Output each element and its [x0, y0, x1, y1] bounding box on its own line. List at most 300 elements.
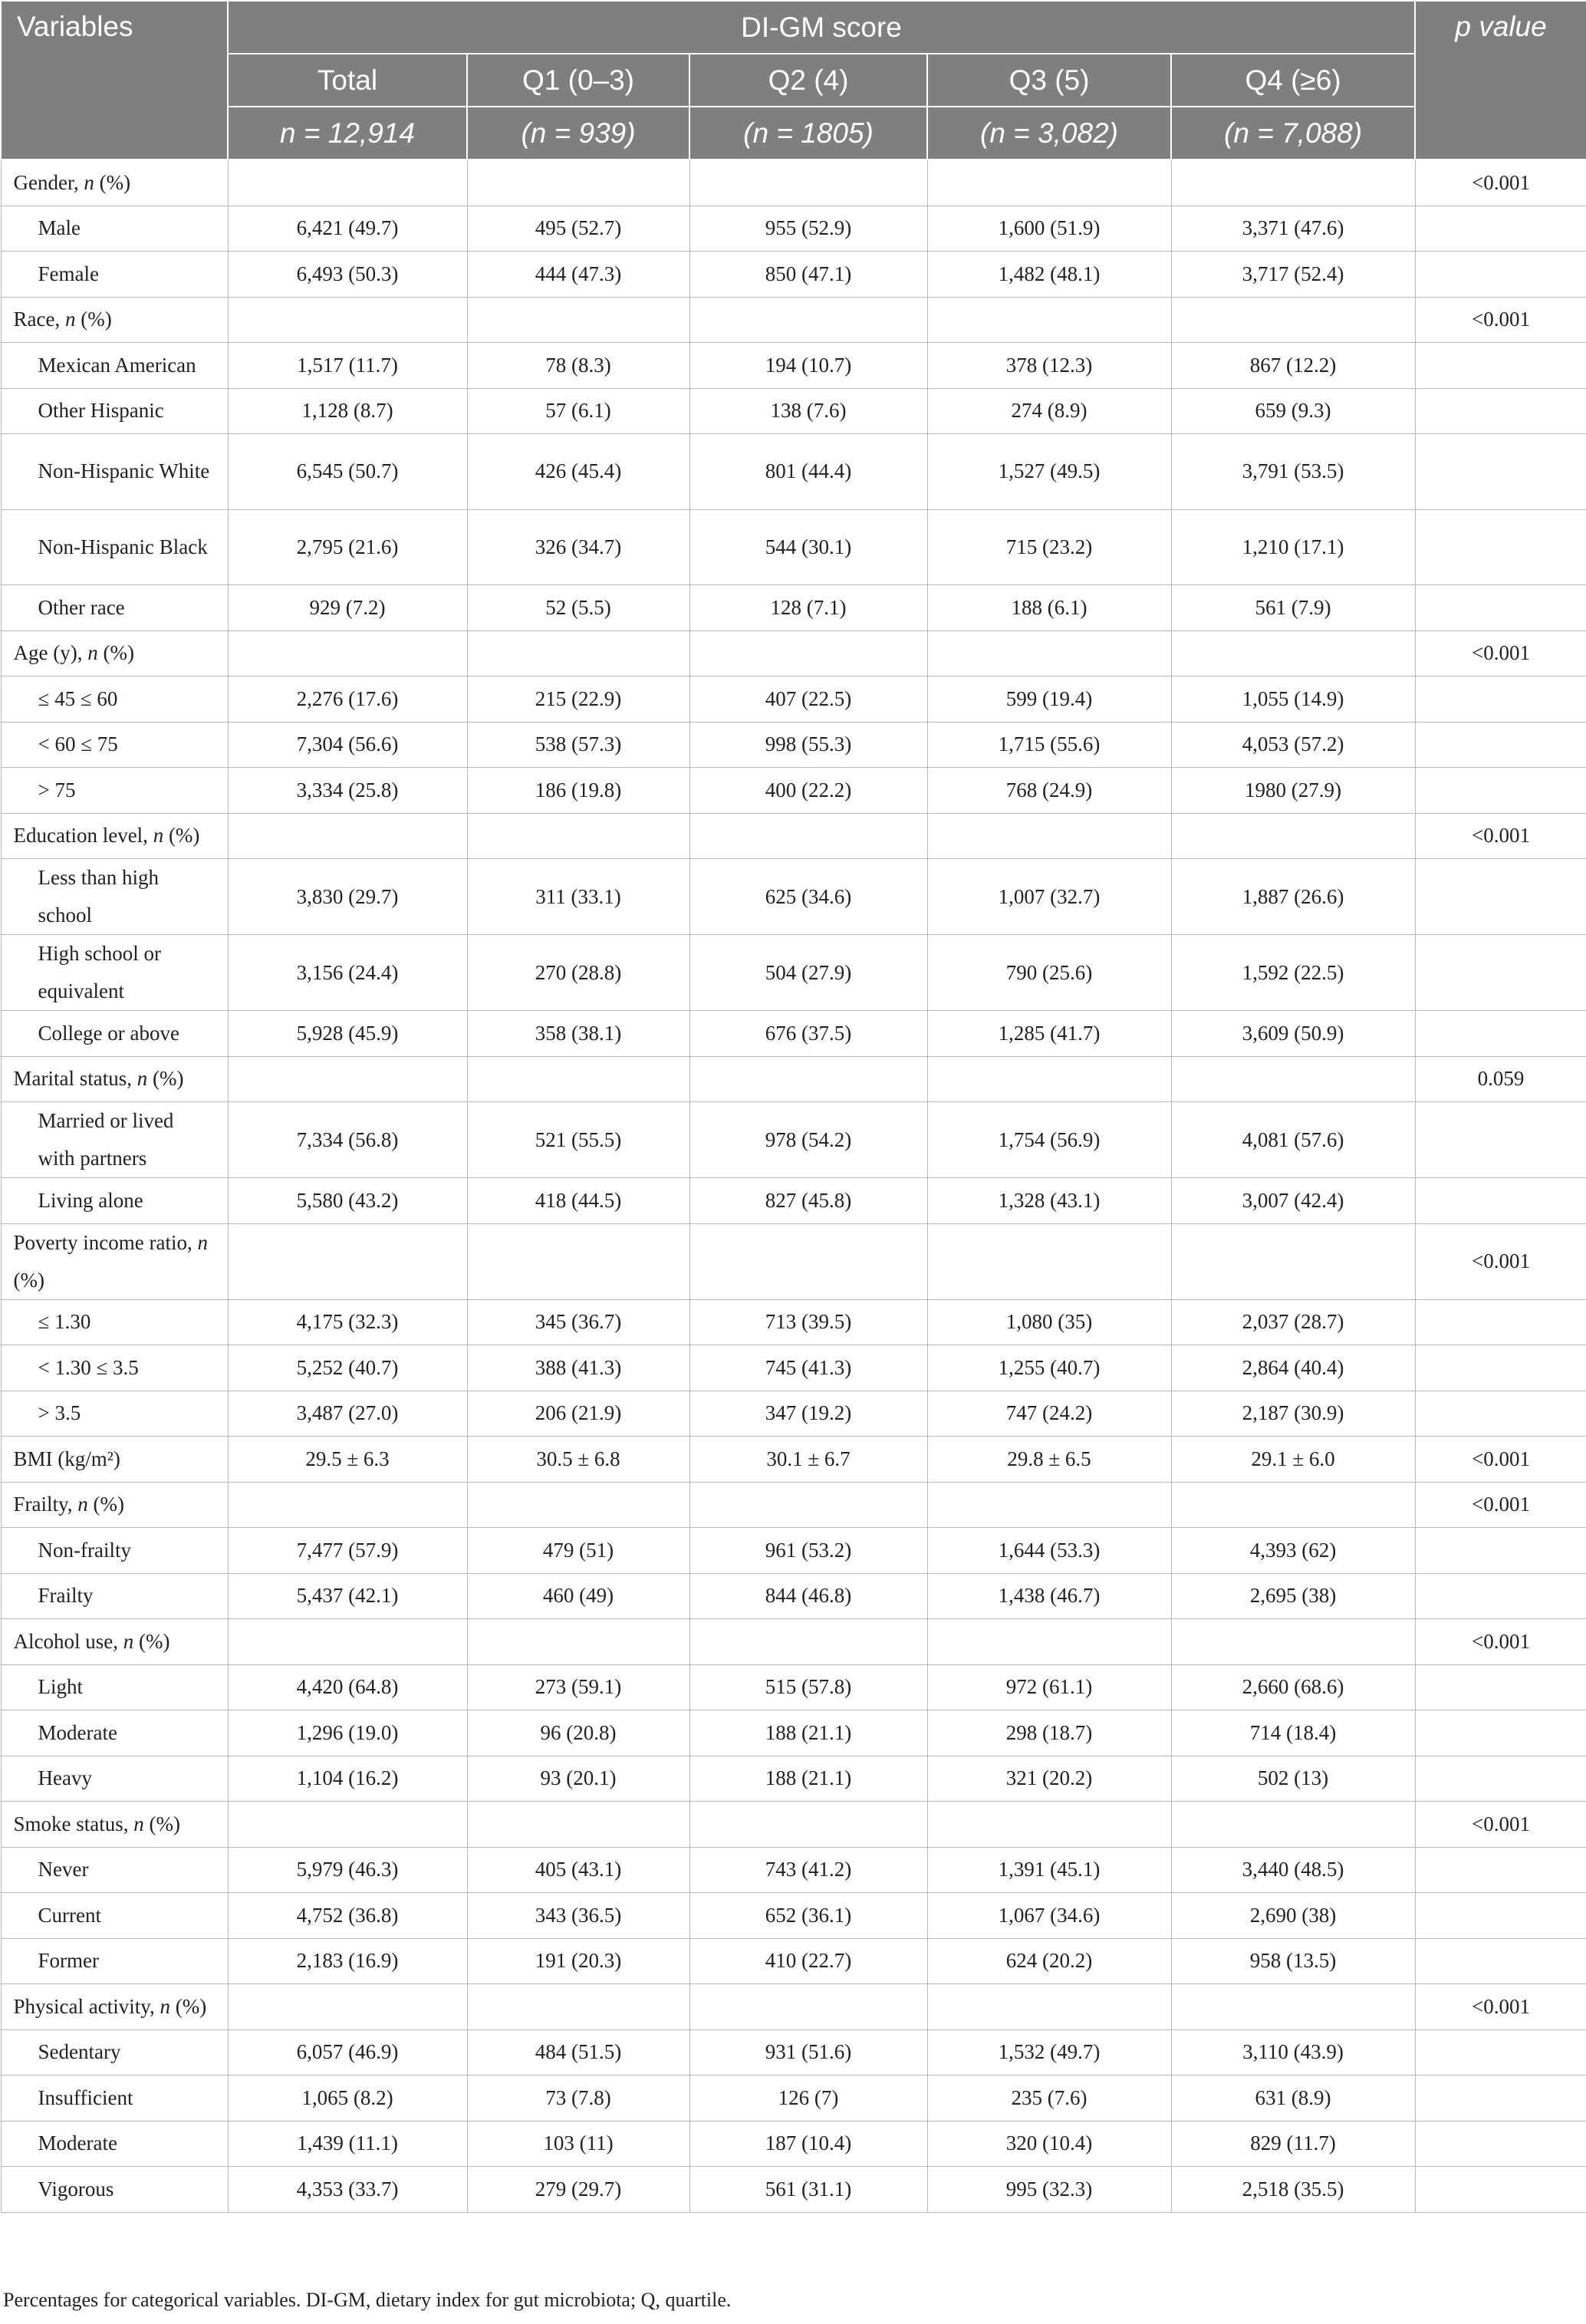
row-label: Moderate	[1, 1710, 228, 1756]
cell-q1: 495 (52.7)	[467, 206, 689, 252]
table-row	[1, 1893, 1586, 1939]
table-row	[1, 2121, 1586, 2167]
cell-q2: 407 (22.5)	[689, 676, 927, 723]
cell-q1	[467, 1056, 689, 1102]
table-row	[1, 1528, 1586, 1574]
count-q4: (n = 7,088)	[1171, 107, 1415, 160]
cell-p-value	[1415, 2167, 1586, 2213]
cell-q4: 3,110 (43.9)	[1171, 2029, 1415, 2075]
col-header-total: Total	[228, 54, 467, 107]
cell-p-value	[1415, 1178, 1586, 1224]
cell-q1: 405 (43.1)	[467, 1847, 689, 1893]
cell-q4: 2,864 (40.4)	[1171, 1345, 1415, 1391]
col-header-q1: Q1 (0–3)	[467, 54, 689, 107]
row-label: Alcohol use, n (%)	[1, 1619, 228, 1665]
cell-q2: 743 (41.2)	[689, 1847, 927, 1893]
cell-q1	[467, 297, 689, 343]
table-row	[1, 1345, 1586, 1391]
cell-q1	[467, 160, 689, 206]
cell-q1: 52 (5.5)	[467, 585, 689, 631]
cell-q3: 1,482 (48.1)	[927, 252, 1171, 298]
cell-q2: 850 (47.1)	[689, 252, 927, 298]
cell-q2	[689, 1056, 927, 1102]
cell-q4: 829 (11.7)	[1171, 2121, 1415, 2167]
cell-q2: 188 (21.1)	[689, 1710, 927, 1756]
cell-p-value	[1415, 1893, 1586, 1939]
cell-p-value: <0.001	[1415, 1984, 1586, 2030]
table-row	[1, 1011, 1586, 1057]
cell-total: 5,437 (42.1)	[228, 1573, 467, 1619]
cell-q4: 3,007 (42.4)	[1171, 1178, 1415, 1224]
row-label: > 75	[1, 768, 228, 814]
cell-q4	[1171, 1223, 1415, 1299]
cell-q3: 1,527 (49.5)	[927, 434, 1171, 510]
table-row	[1, 1710, 1586, 1756]
cell-q2	[689, 1619, 927, 1665]
row-label: Mexican American	[1, 343, 228, 389]
cell-p-value	[1415, 1345, 1586, 1391]
cell-q2: 978 (54.2)	[689, 1102, 927, 1178]
row-label: BMI (kg/m²)	[1, 1437, 228, 1483]
cell-q1: 345 (36.7)	[467, 1299, 689, 1345]
cell-q3	[927, 297, 1171, 343]
group-row	[1, 297, 1586, 343]
row-label: ≤ 45 ≤ 60	[1, 676, 228, 723]
cell-q4	[1171, 1619, 1415, 1665]
table-row	[1, 206, 1586, 252]
cell-p-value	[1415, 1710, 1586, 1756]
cell-total: 3,334 (25.8)	[228, 768, 467, 814]
table-row	[1, 1847, 1586, 1893]
group-row	[1, 1056, 1586, 1102]
cell-q2: 544 (30.1)	[689, 509, 927, 585]
cell-total	[228, 1482, 467, 1528]
cell-q2: 400 (22.2)	[689, 768, 927, 814]
cell-q2: 713 (39.5)	[689, 1299, 927, 1345]
cell-q4: 1980 (27.9)	[1171, 768, 1415, 814]
cell-q1	[467, 1223, 689, 1299]
cell-q1: 484 (51.5)	[467, 2029, 689, 2075]
cell-q1: 96 (20.8)	[467, 1710, 689, 1756]
row-label: Frailty	[1, 1573, 228, 1619]
group-row	[1, 813, 1586, 859]
cell-p-value	[1415, 509, 1586, 585]
table-row	[1, 2029, 1586, 2075]
row-label: Other Hispanic	[1, 388, 228, 434]
cell-total: 4,420 (64.8)	[228, 1664, 467, 1710]
cell-total: 1,439 (11.1)	[228, 2121, 467, 2167]
cell-q4	[1171, 160, 1415, 206]
cell-q4: 2,690 (38)	[1171, 1893, 1415, 1939]
cell-q1: 30.5 ± 6.8	[467, 1437, 689, 1483]
row-label: Insufficient	[1, 2075, 228, 2122]
cell-q4: 4,393 (62)	[1171, 1528, 1415, 1574]
cell-p-value	[1415, 1011, 1586, 1057]
row-label: Less than high school	[1, 859, 228, 935]
row-label: Heavy	[1, 1756, 228, 1802]
row-label: Married or lived with partners	[1, 1102, 228, 1178]
cell-q3: 1,391 (45.1)	[927, 1847, 1171, 1893]
table-body	[1, 160, 1586, 2212]
row-label: College or above	[1, 1011, 228, 1057]
row-label: Gender, n (%)	[1, 160, 228, 206]
cell-q1: 273 (59.1)	[467, 1664, 689, 1710]
cell-p-value	[1415, 252, 1586, 298]
table-row	[1, 1573, 1586, 1619]
table-row	[1, 585, 1586, 631]
cell-q3: 747 (24.2)	[927, 1391, 1171, 1437]
di-gm-score-header: DI-GM score	[228, 1, 1415, 54]
row-label: Non-frailty	[1, 1528, 228, 1574]
cell-q1: 186 (19.8)	[467, 768, 689, 814]
cell-total: 3,830 (29.7)	[228, 859, 467, 935]
cell-q3: 1,080 (35)	[927, 1299, 1171, 1345]
cell-q1: 479 (51)	[467, 1528, 689, 1574]
cell-q3	[927, 160, 1171, 206]
table-row	[1, 859, 1586, 935]
cell-q2: 625 (34.6)	[689, 859, 927, 935]
cell-q2	[689, 1984, 927, 2030]
cell-q1: 538 (57.3)	[467, 722, 689, 768]
cell-q1: 426 (45.4)	[467, 434, 689, 510]
cell-total: 6,545 (50.7)	[228, 434, 467, 510]
row-label: < 1.30 ≤ 3.5	[1, 1345, 228, 1391]
col-header-q4: Q4 (≥6)	[1171, 54, 1415, 107]
table-row	[1, 1178, 1586, 1224]
cell-p-value	[1415, 1847, 1586, 1893]
cell-q3: 624 (20.2)	[927, 1938, 1171, 1984]
cell-q1: 57 (6.1)	[467, 388, 689, 434]
cell-total: 929 (7.2)	[228, 585, 467, 631]
table-footnote: Percentages for categorical variables. DI-GM, dietary index for gut microbiota; Q, quartile.	[3, 2289, 732, 2311]
cell-p-value: <0.001	[1415, 813, 1586, 859]
row-label: Marital status, n (%)	[1, 1056, 228, 1102]
cell-p-value	[1415, 935, 1586, 1011]
cell-q4: 1,592 (22.5)	[1171, 935, 1415, 1011]
cell-total	[228, 1223, 467, 1299]
cell-q1: 103 (11)	[467, 2121, 689, 2167]
cell-q3	[927, 1619, 1171, 1665]
cell-total: 29.5 ± 6.3	[228, 1437, 467, 1483]
cell-q2: 188 (21.1)	[689, 1756, 927, 1802]
count-q2: (n = 1805)	[689, 107, 927, 160]
cell-q4: 631 (8.9)	[1171, 2075, 1415, 2122]
cell-q3: 235 (7.6)	[927, 2075, 1171, 2122]
cell-q2	[689, 813, 927, 859]
table-row	[1, 722, 1586, 768]
cell-q4: 3,440 (48.5)	[1171, 1847, 1415, 1893]
cell-p-value: <0.001	[1415, 1223, 1586, 1299]
cell-q3	[927, 813, 1171, 859]
cell-q3: 1,600 (51.9)	[927, 206, 1171, 252]
cell-p-value	[1415, 859, 1586, 935]
cell-total	[228, 630, 467, 676]
cell-q1: 279 (29.7)	[467, 2167, 689, 2213]
group-row	[1, 1619, 1586, 1665]
group-row	[1, 1223, 1586, 1299]
cell-p-value	[1415, 206, 1586, 252]
cell-q3: 972 (61.1)	[927, 1664, 1171, 1710]
cell-q3: 1,007 (32.7)	[927, 859, 1171, 935]
cell-p-value	[1415, 2075, 1586, 2122]
count-total: n = 12,914	[228, 107, 467, 160]
cell-q3: 29.8 ± 6.5	[927, 1437, 1171, 1483]
cell-q3: 715 (23.2)	[927, 509, 1171, 585]
cell-q3	[927, 1482, 1171, 1528]
cell-q3: 1,438 (46.7)	[927, 1573, 1171, 1619]
cell-q4: 4,053 (57.2)	[1171, 722, 1415, 768]
cell-total: 1,296 (19.0)	[228, 1710, 467, 1756]
cell-q3: 1,754 (56.9)	[927, 1102, 1171, 1178]
cell-q4: 561 (7.9)	[1171, 585, 1415, 631]
row-label: Moderate	[1, 2121, 228, 2167]
cell-total: 1,128 (8.7)	[228, 388, 467, 434]
table-row	[1, 1664, 1586, 1710]
cell-q4: 29.1 ± 6.0	[1171, 1437, 1415, 1483]
cell-total	[228, 1619, 467, 1665]
cell-q1: 388 (41.3)	[467, 1345, 689, 1391]
cell-p-value: <0.001	[1415, 1482, 1586, 1528]
cell-q2: 676 (37.5)	[689, 1011, 927, 1057]
cell-q3: 188 (6.1)	[927, 585, 1171, 631]
row-label: ≤ 1.30	[1, 1299, 228, 1345]
cell-p-value	[1415, 722, 1586, 768]
cell-q4	[1171, 630, 1415, 676]
cell-p-value	[1415, 1102, 1586, 1178]
cell-p-value	[1415, 343, 1586, 389]
cell-total: 2,276 (17.6)	[228, 676, 467, 723]
cell-q3: 1,328 (43.1)	[927, 1178, 1171, 1224]
cell-q1: 73 (7.8)	[467, 2075, 689, 2122]
cell-q1	[467, 813, 689, 859]
cell-q2: 347 (19.2)	[689, 1391, 927, 1437]
cell-q1	[467, 1619, 689, 1665]
group-row	[1, 1984, 1586, 2030]
group-row	[1, 1802, 1586, 1848]
cell-q3: 1,715 (55.6)	[927, 722, 1171, 768]
row-label: Never	[1, 1847, 228, 1893]
cell-total: 3,487 (27.0)	[228, 1391, 467, 1437]
cell-p-value	[1415, 2121, 1586, 2167]
cell-total: 5,979 (46.3)	[228, 1847, 467, 1893]
cell-q3	[927, 1984, 1171, 2030]
cell-q4: 659 (9.3)	[1171, 388, 1415, 434]
cell-q1: 326 (34.7)	[467, 509, 689, 585]
table-row	[1, 1391, 1586, 1437]
table-row	[1, 1299, 1586, 1345]
cell-total	[228, 1984, 467, 2030]
cell-q3	[927, 1056, 1171, 1102]
table-row	[1, 768, 1586, 814]
cell-total: 4,752 (36.8)	[228, 1893, 467, 1939]
cell-q2: 515 (57.8)	[689, 1664, 927, 1710]
cell-q1: 521 (55.5)	[467, 1102, 689, 1178]
cell-q2: 138 (7.6)	[689, 388, 927, 434]
table-row	[1, 509, 1586, 585]
table-row	[1, 676, 1586, 723]
cell-q3	[927, 1223, 1171, 1299]
cell-q2: 961 (53.2)	[689, 1528, 927, 1574]
cell-total: 6,057 (46.9)	[228, 2029, 467, 2075]
cell-q2: 187 (10.4)	[689, 2121, 927, 2167]
cell-q2	[689, 1482, 927, 1528]
cell-total: 1,517 (11.7)	[228, 343, 467, 389]
row-label: Age (y), n (%)	[1, 630, 228, 676]
cell-q3: 1,255 (40.7)	[927, 1345, 1171, 1391]
table-row	[1, 1437, 1586, 1483]
cell-q4: 1,210 (17.1)	[1171, 509, 1415, 585]
cell-p-value	[1415, 434, 1586, 510]
cell-p-value: <0.001	[1415, 1619, 1586, 1665]
table-row	[1, 935, 1586, 1011]
cell-q3: 321 (20.2)	[927, 1756, 1171, 1802]
cell-q3: 1,644 (53.3)	[927, 1528, 1171, 1574]
cell-q2: 30.1 ± 6.7	[689, 1437, 927, 1483]
table-row	[1, 434, 1586, 510]
cell-q4	[1171, 1056, 1415, 1102]
cell-q1	[467, 1802, 689, 1848]
table-row	[1, 388, 1586, 434]
cell-q2: 504 (27.9)	[689, 935, 927, 1011]
row-label: Male	[1, 206, 228, 252]
table-row	[1, 252, 1586, 298]
cell-total	[228, 1802, 467, 1848]
row-label: Vigorous	[1, 2167, 228, 2213]
cell-q4	[1171, 813, 1415, 859]
cell-q3: 599 (19.4)	[927, 676, 1171, 723]
cell-q4: 958 (13.5)	[1171, 1938, 1415, 1984]
cell-q4: 4,081 (57.6)	[1171, 1102, 1415, 1178]
table-row	[1, 1938, 1586, 1984]
group-row	[1, 160, 1586, 206]
cell-q3	[927, 1802, 1171, 1848]
cell-q3: 768 (24.9)	[927, 768, 1171, 814]
cell-p-value	[1415, 768, 1586, 814]
cell-p-value: <0.001	[1415, 630, 1586, 676]
cell-q1	[467, 1984, 689, 2030]
cell-q2: 652 (36.1)	[689, 1893, 927, 1939]
row-label: Former	[1, 1938, 228, 1984]
cell-total: 6,493 (50.3)	[228, 252, 467, 298]
cell-q4: 3,717 (52.4)	[1171, 252, 1415, 298]
cell-q4: 2,660 (68.6)	[1171, 1664, 1415, 1710]
cell-q1: 206 (21.9)	[467, 1391, 689, 1437]
cell-q1: 215 (22.9)	[467, 676, 689, 723]
cell-total: 4,353 (33.7)	[228, 2167, 467, 2213]
cell-total: 5,580 (43.2)	[228, 1178, 467, 1224]
cell-total: 1,104 (16.2)	[228, 1756, 467, 1802]
cell-total: 5,252 (40.7)	[228, 1345, 467, 1391]
cell-q4: 3,791 (53.5)	[1171, 434, 1415, 510]
table-row	[1, 1102, 1586, 1178]
cell-q1: 311 (33.1)	[467, 859, 689, 935]
cell-total	[228, 813, 467, 859]
cell-q4: 502 (13)	[1171, 1756, 1415, 1802]
cell-q2	[689, 630, 927, 676]
cell-q2: 827 (45.8)	[689, 1178, 927, 1224]
cell-total: 5,928 (45.9)	[228, 1011, 467, 1057]
cell-q3: 274 (8.9)	[927, 388, 1171, 434]
count-q3: (n = 3,082)	[927, 107, 1171, 160]
cell-total	[228, 160, 467, 206]
cell-q1: 343 (36.5)	[467, 1893, 689, 1939]
cell-p-value: <0.001	[1415, 160, 1586, 206]
cell-q2	[689, 297, 927, 343]
row-label: Sedentary	[1, 2029, 228, 2075]
cell-q4: 2,518 (35.5)	[1171, 2167, 1415, 2213]
row-label: Education level, n (%)	[1, 813, 228, 859]
cell-q2: 128 (7.1)	[689, 585, 927, 631]
table-row	[1, 2167, 1586, 2213]
row-label: Other race	[1, 585, 228, 631]
cell-total: 7,304 (56.6)	[228, 722, 467, 768]
row-label: Physical activity, n (%)	[1, 1984, 228, 2030]
cell-p-value	[1415, 2029, 1586, 2075]
cell-q1: 460 (49)	[467, 1573, 689, 1619]
cell-p-value	[1415, 1391, 1586, 1437]
group-row	[1, 630, 1586, 676]
cell-q4: 2,695 (38)	[1171, 1573, 1415, 1619]
cell-q3: 298 (18.7)	[927, 1710, 1171, 1756]
cell-q3: 790 (25.6)	[927, 935, 1171, 1011]
row-label: Frailty, n (%)	[1, 1482, 228, 1528]
cell-q1: 78 (8.3)	[467, 343, 689, 389]
cell-p-value	[1415, 1573, 1586, 1619]
row-label: Non-Hispanic Black	[1, 509, 228, 585]
row-label: Non-Hispanic White	[1, 434, 228, 510]
cell-q4: 2,187 (30.9)	[1171, 1391, 1415, 1437]
cell-q2: 931 (51.6)	[689, 2029, 927, 2075]
cell-q3: 320 (10.4)	[927, 2121, 1171, 2167]
cell-total: 2,183 (16.9)	[228, 1938, 467, 1984]
cell-q2: 998 (55.3)	[689, 722, 927, 768]
cell-q1: 418 (44.5)	[467, 1178, 689, 1224]
cell-q4: 1,055 (14.9)	[1171, 676, 1415, 723]
cell-q3	[927, 630, 1171, 676]
row-label: > 3.5	[1, 1391, 228, 1437]
col-header-q2: Q2 (4)	[689, 54, 927, 107]
cell-p-value: <0.001	[1415, 297, 1586, 343]
table-row	[1, 1756, 1586, 1802]
cell-p-value: <0.001	[1415, 1802, 1586, 1848]
cell-q3: 1,067 (34.6)	[927, 1893, 1171, 1939]
cell-p-value	[1415, 1528, 1586, 1574]
cell-q2: 126 (7)	[689, 2075, 927, 2122]
cell-q2: 801 (44.4)	[689, 434, 927, 510]
row-label: Light	[1, 1664, 228, 1710]
row-label: Smoke status, n (%)	[1, 1802, 228, 1848]
row-label: Poverty income ratio, n (%)	[1, 1223, 228, 1299]
group-row	[1, 1482, 1586, 1528]
cell-p-value: 0.059	[1415, 1056, 1586, 1102]
cell-q3: 378 (12.3)	[927, 343, 1171, 389]
cell-q2: 844 (46.8)	[689, 1573, 927, 1619]
cell-p-value	[1415, 1756, 1586, 1802]
cell-total: 7,334 (56.8)	[228, 1102, 467, 1178]
cell-total: 1,065 (8.2)	[228, 2075, 467, 2122]
cell-q4: 867 (12.2)	[1171, 343, 1415, 389]
cell-q2	[689, 160, 927, 206]
cell-total: 2,795 (21.6)	[228, 509, 467, 585]
cell-q4: 1,887 (26.6)	[1171, 859, 1415, 935]
cell-q3: 995 (32.3)	[927, 2167, 1171, 2213]
cell-q1: 270 (28.8)	[467, 935, 689, 1011]
row-label: High school or equivalent	[1, 935, 228, 1011]
cell-q3: 1,285 (41.7)	[927, 1011, 1171, 1057]
cell-q4	[1171, 297, 1415, 343]
row-label: Race, n (%)	[1, 297, 228, 343]
cell-p-value	[1415, 1299, 1586, 1345]
